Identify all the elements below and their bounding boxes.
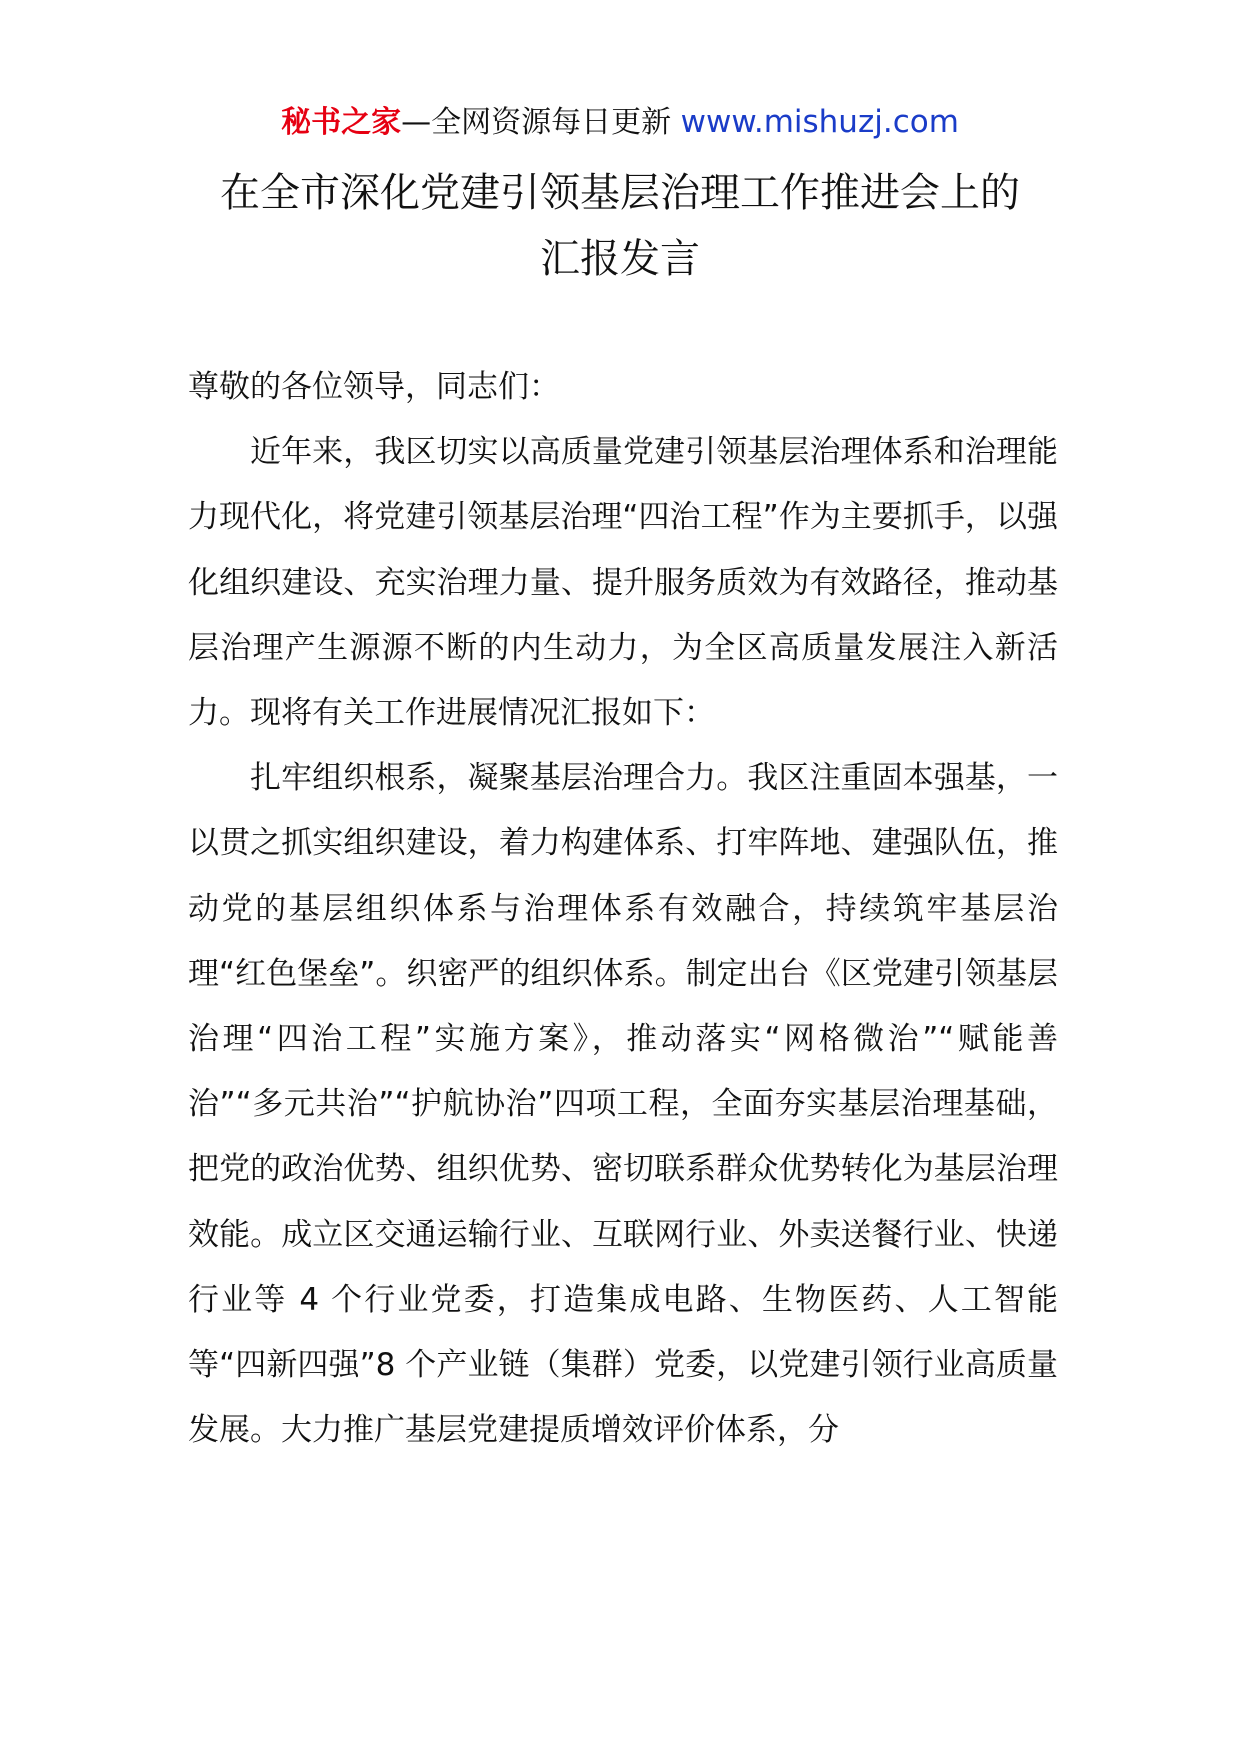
site-header [0, 100, 1240, 145]
title-line-2: 汇报发言 [540, 236, 700, 282]
paragraph-organization: 扎牢组织根系，凝聚基层治理合力。我区注重固本强基，一以贯之抓实组织建设，着力构建体系、打牢阵地、建强队伍，推动党的基层组织体系与治理体系有效融合，持续筑牢基层治理“红色堡垒”。织密严的组织体系。制定出台《区党建引领基层治理“四治工程”实施方案》，推动落实“网格微治”“赋能善治”“多元共治”“护航协治”四项工程，全面夯实基层治理基础，把党的政治优势、组织优势、密切联系群众优势转化为基层治理效能。成立区交通运输行业、互联网行业、外卖送餐行业、快递行业等 4 个行业党委，打造集成电路、生物医药、人工智能等“四新四强”8 个产业链（集群）党委，以党建引领行业高质量发展。大力推广基层党建提质增效评价体系，分 [188, 760, 1058, 1449]
document-body [188, 355, 1058, 1463]
title-line-1: 在全市深化党建引领基层治理工作推进会上的 [220, 170, 1020, 216]
paragraph-intro: 近年来，我区切实以高质量党建引领基层治理体系和治理能力现代化，将党建引领基层治理“四治工程”作为主要抓手，以强化组织建设、充实治理力量、提升服务质效为有效路径，推动基层治理产生源源不断的内生动力，为全区高质量发展注入新活力。现将有关工作进展情况汇报如下： [188, 434, 1058, 732]
header-tagline: —全网资源每日更新 [401, 105, 672, 140]
site-url-link[interactable]: www.mishuzj.com [680, 104, 959, 140]
document-title [0, 160, 1240, 292]
greeting: 尊敬的各位领导，同志们： [188, 369, 560, 405]
brand-name: 秘书之家 [281, 105, 402, 140]
